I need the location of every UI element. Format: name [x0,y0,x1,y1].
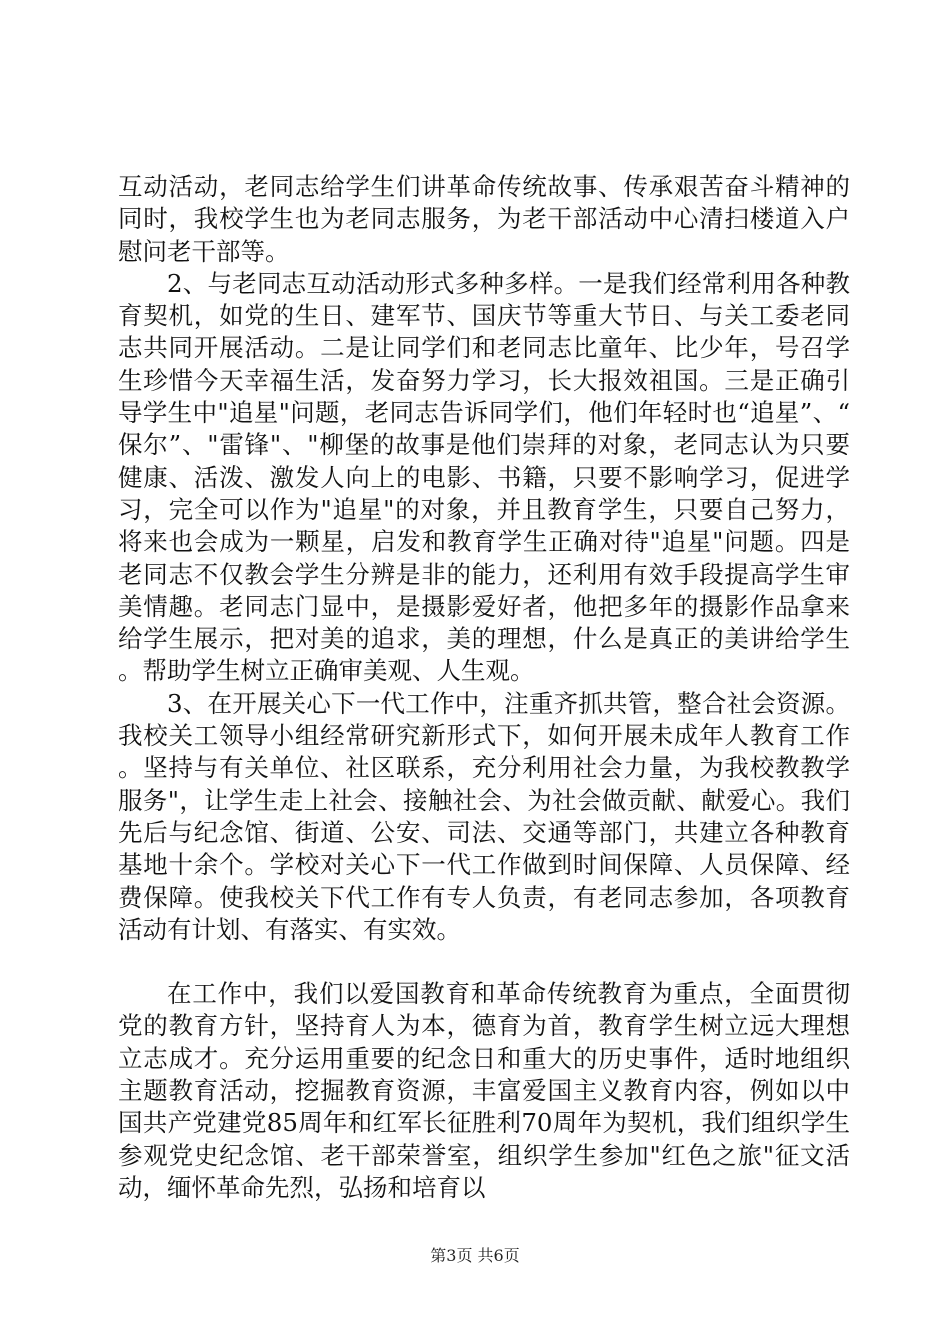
paragraph-item-2: 2、与老同志互动活动形式多种多样。一是我们经常利用各种教育契机，如党的生日、建军节、国庆节等重大节日、与关工委老同志共同开展活动。二是让同学们和老同志比童年、比少年，号召学生珍惜今天幸福生活，发奋努力学习，长大报效祖国。三是正确引导学生中"追星"问题，老同志告诉同学们，他们年轻时也“追星”、“保尔”、"雷锋"、"柳堡的故事是他们崇拜的对象，老同志认为只要健康、活泼、激发人向上的电影、书籍，只要不影响学习，促进学习，完全可以作为"追星"的对象，并且教育学生，只要自己努力，将来也会成为一颗星，启发和教育学生正确对待"追星"问题。四是老同志不仅教会学生分辨是非的能力，还利用有效手段提高学生审美情趣。老同志门显中，是摄影爱好者，他把多年的摄影作品拿来给学生展示，把对美的追求，美的理想，什么是真正的美讲给学生。帮助学生树立正确审美观、人生观。 [118,268,850,686]
page-number: 第3页 共6页 [430,1246,520,1265]
paragraph-continuation: 互动活动，老同志给学生们讲革命传统故事、传承艰苦奋斗精神的同时，我校学生也为老同志服务，为老干部活动中心清扫楼道入户慰问老干部等。 [118,172,850,266]
page-footer [0,1246,950,1266]
paragraph-work-summary: 在工作中，我们以爱国教育和革命传统教育为重点，全面贯彻党的教育方针，坚持育人为本，德育为首，教育学生树立远大理想立志成才。充分运用重要的纪念日和重大的历史事件，适时地组织主题教育活动，挖掘教育资源，丰富爱国主义教育内容，例如以中国共产党建党85周年和红军长征胜利70周年为契机，我们组织学生参观党史纪念馆、老干部荣誉室，组织学生参加"红色之旅"征文活动，缅怀革命先烈，弘扬和培育以 [118,979,850,1202]
document-body [118,171,850,1204]
paragraph-item-3: 3、在开展关心下一代工作中，注重齐抓共管，整合社会资源。我校关工领导小组经常研究新形式下，如何开展未成年人教育工作。坚持与有关单位、社区联系，充分利用社会力量，为我校教教学服务"，让学生走上社会、接触社会、为社会做贡献、献爱心。我们先后与纪念馆、街道、公安、司法、交通等部门，共建立各种教育基地十余个。学校对关心下一代工作做到时间保障、人员保障、经费保障。使我校关下代工作有专人负责，有老同志参加，各项教育活动有计划、有落实、有实效。 [118,688,850,944]
